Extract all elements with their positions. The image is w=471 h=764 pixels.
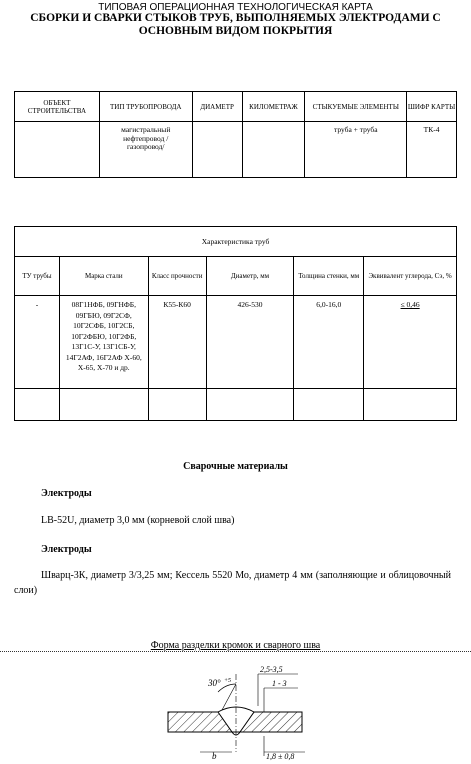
cell-strength-class: К55-К60 — [148, 296, 206, 389]
dim-top2: 1 - 3 — [272, 679, 287, 688]
header-steel-grade: Марка стали — [59, 257, 148, 296]
cell-joined-elements: труба + труба — [305, 122, 407, 178]
empty-cell — [206, 389, 294, 421]
empty-cell — [148, 389, 206, 421]
dim-top1: 2,5-3,5 — [260, 665, 283, 674]
header-joined-elements: СТЫКУЕМЫЕ ЭЛЕМЕНТЫ — [305, 92, 407, 122]
header-diameter: ДИАМЕТР — [192, 92, 242, 122]
dotted-divider — [0, 651, 471, 652]
figure-title: Форма разделки кромок и сварного шва — [150, 640, 321, 651]
document-title-line2b: ОСНОВНЫМ ВИДОМ ПОКРЫТИЯ — [138, 25, 333, 37]
angle-label: 30° — [208, 678, 221, 688]
empty-cell — [15, 389, 60, 421]
electrodes-label-2: Электроды — [41, 544, 92, 555]
pipe-characteristics-table — [14, 226, 457, 421]
cell-object — [15, 122, 100, 178]
cell-kilometrage — [242, 122, 305, 178]
header-tu: ТУ трубы — [15, 257, 60, 296]
cell-carbon-equivalent: ≤ 0,46 — [364, 296, 457, 389]
empty-cell — [294, 389, 364, 421]
header-object: ОБЪЕКТ СТРОИТЕЛЬСТВА — [15, 92, 100, 122]
electrodes-text-2: Шварц-3К, диаметр 3/3,25 мм; Кессель 5520 Мо, диаметр 4 мм (заполняющие и облицовочный слои) — [14, 570, 451, 596]
header-strength-class: Класс прочности — [148, 257, 206, 296]
header-carbon-equivalent: Эквивалент углерода, Сэ, % — [364, 257, 457, 296]
cell-diameter — [192, 122, 242, 178]
empty-cell — [59, 389, 148, 421]
bevel-line — [222, 684, 236, 710]
cell-steel-grade: 08Г1НФБ, 09ГНФБ, 09ГБЮ, 09Г2СФ, 10Г2СФБ, 10Г2СБ, 10Г2ФБЮ, 10Г2ФБ, 13Г1С-У, 13Г1СБ-У, 14Г2АФ, 16Г2АФ Х-60, Х-65, Х-70 и др. — [59, 296, 148, 389]
angle-arc — [218, 684, 236, 692]
cell-diameter-mm: 426-530 — [206, 296, 294, 389]
cell-wall-thickness: 6,0-16,0 — [294, 296, 364, 389]
cell-card-code: ТК-4 — [407, 122, 457, 178]
electrodes-text-1: LB-52U, диаметр 3,0 мм (корневой слой шва) — [41, 515, 235, 526]
angle-tolerance: +5 — [224, 678, 232, 684]
header-card-code: ШИФР КАРТЫ — [407, 92, 457, 122]
cell-tu: - — [15, 296, 60, 389]
info-table — [14, 91, 457, 178]
document-title-line1: ТИПОВАЯ ОПЕРАЦИОННАЯ ТЕХНОЛОГИЧЕСКАЯ КАРТА — [98, 2, 373, 13]
header-diameter-mm: Диаметр, мм — [206, 257, 294, 296]
electrodes-label-1: Электроды — [41, 488, 92, 499]
empty-cell — [364, 389, 457, 421]
cell-pipeline-type: магистральный нефтепровод /газопровод/ — [99, 122, 192, 178]
materials-title: Сварочные материалы — [183, 461, 288, 472]
document-title-line2 — [0, 12, 471, 38]
table-caption: Характеристика труб — [15, 227, 457, 257]
header-wall-thickness: Толщина стенки, мм — [294, 257, 364, 296]
dim-bottom: 1,8 ± 0,8 — [266, 752, 295, 761]
dim-b: b — [212, 751, 217, 761]
weld-joint-diagram — [160, 662, 310, 762]
header-pipeline-type: ТИП ТРУБОПРОВОДА — [99, 92, 192, 122]
header-kilometrage: КИЛОМЕТРАЖ — [242, 92, 305, 122]
document-title-line2a: СБОРКИ И СВАРКИ СТЫКОВ ТРУБ, ВЫПОЛНЯЕМЫХ ЭЛЕКТРОДАМИ С — [30, 12, 441, 24]
